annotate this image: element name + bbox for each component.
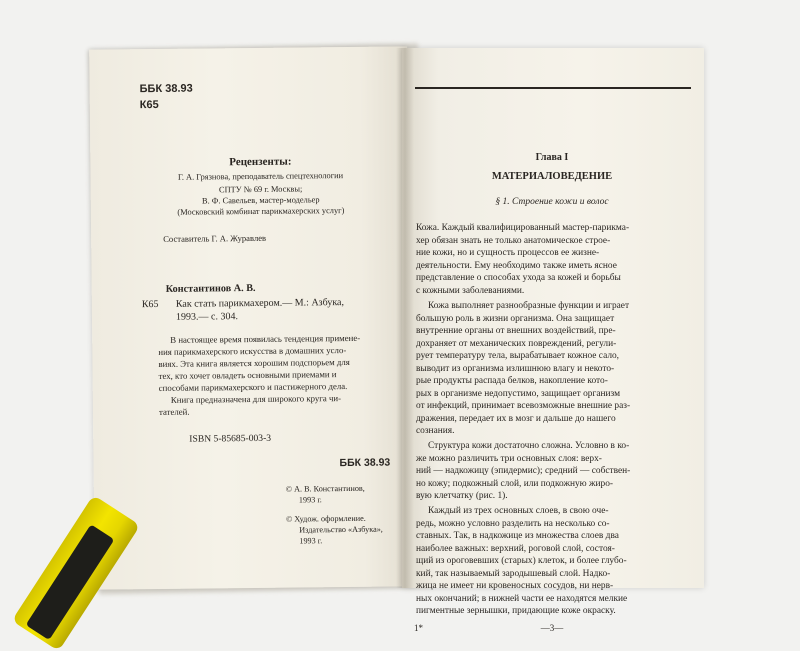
text-line: Кожа выполняет разнообразные функции и играет	[428, 301, 630, 311]
text-line: кий, так называемый зародышевый слой. Надко-	[416, 568, 611, 579]
bbk-code-bottom: ББК 38.93	[339, 456, 391, 470]
text-line: редь, можно условно разделить на несколько со-	[416, 518, 610, 529]
copyright-art: © Худож. оформление.	[286, 513, 366, 524]
copyright-publisher: Издательство «Азбука»,	[299, 524, 383, 535]
copyright-year: 1993 г.	[299, 536, 323, 546]
reviewer-line: Г. А. Грязнова, преподаватель спецтехнологии	[177, 171, 344, 182]
page-number: —3—	[540, 623, 564, 633]
annotation-line: виях. Эта книга является хорошим подспорьем для	[158, 356, 350, 369]
left-page	[89, 46, 413, 589]
text-line: щий из ороговевших (старых) клеток, и более глубо-	[416, 556, 627, 566]
annotation-line: В настоящее время появилась тенденция примене-	[170, 332, 361, 345]
reviewer-line: СПТУ № 69 г. Москвы;	[218, 184, 303, 195]
text-line: вую клетчатку (рис. 1).	[416, 491, 508, 501]
bbk-code-top: ББК 38.93	[139, 82, 193, 96]
annotation-line: тех, кто хочет овладеть основными приемами и	[158, 369, 337, 381]
text-line: Кожа. Каждый квалифицированный мастер-парикма-	[416, 223, 630, 233]
text-line: деятельности. Ему необходимо также иметь ясное	[416, 260, 617, 271]
chapter-title: МАТЕРИАЛОВЕДЕНИЕ	[491, 171, 613, 182]
book-gutter	[396, 48, 414, 588]
catalog-line: Как стать парикмахером.— М.: Азбука,	[175, 297, 345, 310]
reviewer-line: (Московский комбинат парикмахерских услуг)	[177, 206, 345, 217]
annotation-line: способами парикмахерского и пастижерного дела.	[158, 380, 348, 393]
text-line: же можно различить три основных слоя: верх-	[416, 453, 602, 464]
text-line: ставных. Так, в надкожице из множества слоев два	[416, 531, 619, 541]
annotation-line: Книга предназначена для широкого круга чи-	[170, 393, 342, 405]
text-line: рых в организме недопустимо, защищает организм	[416, 388, 621, 399]
author-mark-top: К65	[139, 98, 159, 112]
signature-mark: 1*	[414, 623, 423, 633]
annotation-line: тателей.	[158, 406, 190, 417]
reviewer-line: В. Ф. Савельев, мастер-модельер	[201, 195, 320, 206]
chapter-label: Глава I	[535, 152, 569, 163]
text-line: представление о способах ухода за кожей и борьбы	[416, 273, 621, 283]
text-line: жица не имеет ни кровеносных сосудов, ни нерв-	[416, 581, 614, 591]
text-line: ных окончаний; в нижней части ее находятся мелкие	[416, 593, 628, 604]
text-line: дохраняет от механических повреждений, регули-	[416, 338, 617, 349]
text-line: пигментные зернышки, придающие коже окраску.	[416, 606, 616, 616]
author-mark: К65	[141, 298, 159, 311]
text-line: Каждый из трех основных слоев, в свою оче-	[428, 506, 609, 516]
author-heading: Константинов А. В.	[165, 282, 256, 295]
text-line: внутренние органы от внешних воздействий, пре-	[416, 326, 616, 336]
copyright-author: © А. В. Константинов,	[285, 483, 365, 494]
text-line: ний — надкожицу (эпидермис); средний — собствен-	[416, 466, 631, 476]
right-page	[402, 48, 704, 633]
copyright-year: 1993 г.	[298, 495, 322, 505]
text-line: большую роль в жизни организма. Она защищает	[416, 313, 615, 324]
text-line: ние кожи, но и сущность процессов ее жизне-	[416, 248, 600, 258]
header-rule	[415, 87, 691, 89]
text-line: рует температуру тела, вырабатывает кожное сало,	[416, 351, 620, 361]
text-line: рые продукты распада белков, накопление кото-	[416, 376, 608, 386]
annotation-line: ния парикмахерского искусства в домашних усло-	[158, 345, 347, 357]
compiler-line: Составитель Г. А. Журавлев	[163, 232, 267, 244]
text-line: наиболее важных: верхний, роговой слой, состоя-	[416, 543, 615, 554]
text-line: Структура кожи достаточно сложна. Условно в ко-	[428, 441, 630, 451]
text-line: с кожными заболеваниями.	[416, 285, 525, 296]
text-line: но кожу; подкожный слой, или подкожную жиро-	[416, 478, 614, 489]
text-line: сознания.	[416, 426, 455, 436]
reviewers-title: Рецензенты:	[229, 155, 292, 169]
section-title: § 1. Строение кожи и волос	[495, 197, 609, 207]
text-line: хер обязан знать не только анатомическое строе-	[416, 235, 611, 246]
text-line: от инфекций, принимает всевозможные внешние раз-	[416, 401, 631, 411]
text-line: дражения, передает их в мозг и дальше до нашего	[416, 413, 616, 424]
isbn: ISBN 5-85685-003-3	[189, 432, 272, 445]
catalog-line: 1993.— с. 304.	[175, 311, 238, 323]
text-line: выводит из организма излишнюю влагу и некото-	[416, 363, 615, 374]
